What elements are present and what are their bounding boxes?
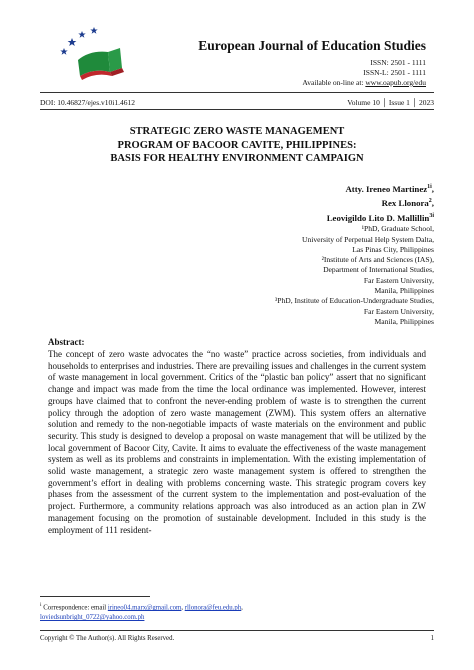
footnote-marker: i: [40, 602, 42, 608]
doi: DOI: 10.46827/ejes.v10i1.4612: [40, 98, 135, 107]
footnote-prefix: Correspondence: email: [41, 604, 108, 612]
author-name: Atty. Ireneo Martinez$^{1i}$,: [345, 183, 434, 194]
footer-rule: [40, 630, 434, 631]
star-icon: [78, 31, 85, 38]
paper-title: [40, 125, 434, 166]
header-rule: [40, 92, 434, 93]
page-number: 1: [430, 635, 434, 642]
title-line: BASIS FOR HEALTHY ENVIRONMENT CAMPAIGN: [110, 153, 364, 164]
affiliation-line: ¹PhD, Graduate School,: [361, 224, 434, 234]
issn: ISSN: 2501 - 1111: [370, 58, 426, 67]
journal-name: European Journal of Education Studies: [198, 38, 426, 53]
author-name: Rex Llonora$^2$,: [381, 198, 434, 209]
logo-book: [78, 48, 124, 80]
affiliation-line: Department of International Studies,: [323, 265, 434, 275]
journal-logo: [50, 22, 130, 82]
affiliation-line: ³PhD, Institute of Education-Undergraduate Studies,: [274, 296, 434, 306]
volume-issue: Volume 10 │ Issue 1 │ 2023: [347, 98, 434, 107]
journal-header: [198, 38, 426, 88]
footnote-rule: [40, 596, 150, 597]
title-line: PROGRAM OF BACOOR CAVITE, PHILIPPINES:: [117, 139, 357, 151]
doi-rule: [40, 109, 434, 110]
affiliation-line: Far Eastern University,: [363, 275, 434, 285]
affiliation-line: ²Institute of Arts and Sciences (IAS),: [321, 255, 434, 265]
abstract-body: The concept of zero waste advocates the “no waste” practice across societies, from individuals and households to enterprises and industries. There are prevailing issues and challenges in the current system of waste management in local government. Critics of the “plastic ban policy” assert that no significant change and impact was made from the time the local ordinance was implemented. However, interest groups have claimed that to confront the never-ending problem of waste is to strengthen the current policy through the adoption of zero waste management (ZWM). This system offers an alternative solution and remedy to the non-negotiable impacts of waste materials on the environment and public security. This study is designed to develop a proposal on waste management that will be utilized by the local government of Bacoor City, Cavite. It aims to evaluate the effectiveness of the waste management system as well as its problems and constraints in implementation. With the existing implementation of solid waste management, a strategic zero waste management system is offered to strengthen the government’s effort in dealing with problems concerning waste. This strategic program covers key phases from the assessment of the current system to the implementation and post-evaluation of the project. Furthermore, a community relations approach was also introduced as an action plan in ZW management focusing on the promotion of sustainable development. Included in this study is the employment of 111 resident-: [48, 349, 426, 535]
affiliation-line: University of Perpetual Help System Dalta,: [301, 234, 434, 244]
title-line: STRATEGIC ZERO WASTE MANAGEMENT: [129, 126, 345, 137]
star-icon: [68, 38, 77, 46]
email-link[interactable]: rllonora@feu.edu.ph: [184, 604, 242, 612]
email-link[interactable]: irineo04.marx@gmail.com: [107, 604, 182, 612]
abstract-heading: Abstract:: [48, 337, 85, 347]
affiliation-line: Manila, Philippines: [374, 286, 434, 296]
affiliation-line: Las Pinas City, Philippines: [352, 244, 434, 254]
affiliation-line: Far Eastern University,: [363, 306, 434, 316]
journal-url-link[interactable]: www.oapub.org/edu: [365, 78, 426, 87]
copyright: Copyright © The Author(s). All Rights Reserved.: [40, 635, 175, 642]
star-icon: [90, 27, 97, 34]
issn-l: ISSN-L: 2501 - 1111: [363, 68, 426, 77]
online-prefix: Available on-line at:: [302, 78, 366, 87]
affiliation-line: Manila, Philippines: [374, 316, 434, 326]
author-name: Leovigildo Lito D. Mallillin$^{3i}$: [326, 212, 434, 223]
correspondence-footnote: $^i$ Correspondence: email irineo04.marx@gmail.com, rllonora@feu.edu.ph, loviedsunbright_0722@yahoo.com.ph: [40, 602, 243, 622]
star-icon: [60, 48, 67, 55]
logo-stars: [60, 27, 97, 55]
online-availability: [198, 78, 426, 88]
authors-block: [275, 181, 434, 327]
email-link[interactable]: loviedsunbright_0722@yahoo.com.ph: [40, 614, 145, 622]
